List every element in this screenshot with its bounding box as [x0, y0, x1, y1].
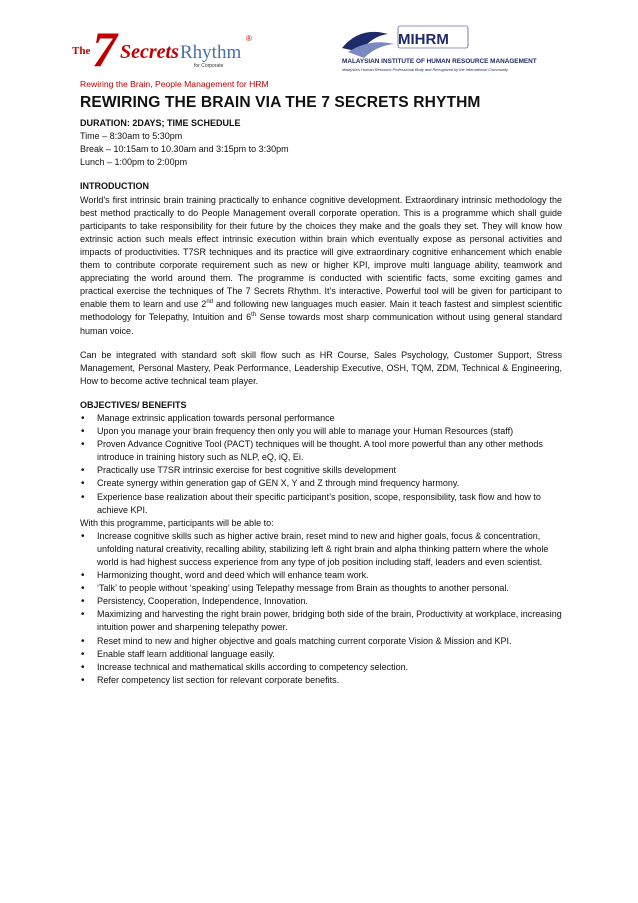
- list-item: • Persistency, Cooperation, Independence, Innovation.: [80, 595, 562, 608]
- logo-registered-mark: ®: [246, 34, 252, 43]
- mihrm-org-name: MALAYSIAN INSTITUTE OF HUMAN RESOURCE MANAGEMENT: [342, 58, 537, 65]
- list-item: • Experience base realization about their specific participant’s position, scope, responsibility, task flow and how to achieve KPI.: [80, 491, 562, 517]
- schedule-heading: DURATION: 2DAYS; TIME SCHEDULE: [80, 118, 241, 129]
- intro-p1-sup-nd: nd: [206, 299, 213, 306]
- schedule-lunch: Lunch – 1:00pm to 2:00pm: [80, 157, 188, 168]
- intro-paragraph-2: Can be integrated with standard soft skill flow such as HR Course, Sales Psychology, Customer Support, Stress Management, Personal Mastery, Peak Performance, Leadership Executive, OSH, TQM, ZDM, Technical & Engineering, How to become active technical team player.: [80, 349, 562, 386]
- mihrm-org-tagline: Malaysia's Human Resource Professional Body and Recognized by the International Community: [342, 67, 508, 72]
- objectives-heading: OBJECTIVES/ BENEFITS: [80, 399, 187, 410]
- logo-the-text: The: [72, 45, 91, 57]
- participants-benefits-list: [80, 530, 562, 687]
- list-item: • Increase technical and mathematical skills according to competency selection.: [80, 661, 562, 674]
- mihrm-acronym: MIHRM: [398, 31, 449, 48]
- mihrm-logo: [340, 18, 580, 76]
- intro-paragraph-1: [80, 194, 562, 338]
- logo-secrets-text: Secrets: [120, 41, 179, 63]
- list-item: • Upon you manage your brain frequency then only you will able to manage your Human Resources (staff): [80, 425, 562, 438]
- list-item: • Harmonizing thought, word and deed which will enhance team work.: [80, 569, 562, 582]
- intro-p1-part-a: World’s first intrinsic brain training practically to enhance cognitive development. Extraordinary intrinsic methodology the best method practically to do People Management overall corporate operation. This is a programme which shall guide participants to take responsibility for their future by the choices they make and the goals they set. They will know how extrinsic action such meals effect intrinsic execution within brain which eventually expose as personal activities and impacts of productivities. T7SR techniques and its practice will give extraordinary cognitive enhancement which enable them to contribute corporate requirement such as new or higher KPI, improve multi language ability, teamwork and appreciating the world around them. The programme is conducted with scientific facts, some exciting games and practical exercise the techniques of The 7 Secrets Rhythm. It’s interactive. Powerful tool will be given for participant to enable them to learn and use 2: [80, 194, 562, 310]
- document-body: [80, 78, 562, 687]
- document-subtitle: Rewiring the Brain, People Management for HRM: [80, 79, 269, 89]
- logo-tagline: for Corporate: [194, 63, 224, 69]
- list-item: • Create synergy within generation gap of GEN X, Y and Z through mind frequency harmony.: [80, 477, 562, 490]
- objectives-list: [80, 412, 562, 517]
- list-item: • ‘Talk’ to people without ‘speaking’ using Telepathy message from Brain as thoughts to another personal.: [80, 582, 562, 595]
- list-item: • Refer competency list section for relevant corporate benefits.: [80, 674, 562, 687]
- intro-p1-sup-th: th: [251, 312, 257, 319]
- list-item: • Enable staff learn additional language easily.: [80, 648, 562, 661]
- intro-p1-part-b: and following new languages much easier. Main it teach fastest and simplest scientific methodology for Telepathy, Intuition and 6: [80, 299, 562, 323]
- list-item: • Maximizing and harvesting the right brain power, bridging both side of the brain, Productivity at workplace, increasing intuition power and sharpening telepathy power.: [80, 608, 562, 634]
- document-title: REWIRING THE BRAIN VIA THE 7 SECRETS RHYTHM: [80, 94, 481, 112]
- intro-heading: INTRODUCTION: [80, 181, 149, 192]
- logo-seven-text: 7: [92, 21, 117, 72]
- logo-rhythm-text: Rhythm: [180, 42, 242, 63]
- schedule-break: Break – 10:15am to 10.30am and 3:15pm to 3:30pm: [80, 144, 289, 155]
- list-item: • Proven Advance Cognitive Tool (PACT) techniques will be thought. A tool more powerful than any other methods introduce in training history such as NLP, eQ, iQ, Ei.: [80, 438, 562, 464]
- intro-p1-part-c: Sense towards most sharp communication without using general standard human voice.: [80, 312, 562, 336]
- list-item: • Manage extrinsic application towards personal performance: [80, 412, 562, 425]
- list-item: • Reset mind to new and higher objective and goals matching current corporate Vision & Mission and KPI.: [80, 635, 562, 648]
- schedule-time: Time – 8:30am to 5:30pm: [80, 131, 183, 142]
- seven-secrets-rhythm-logo: [60, 14, 265, 72]
- list-item: • Increase cognitive skills such as higher active brain, reset mind to new and higher goals, focus & concentration, unfolding natural creativity, recalling ability, stabilizing left & right brain and alpha thinking pattern where the whole world is had highest success experience from any type of job position including staff, leaders and even scientist.: [80, 530, 562, 569]
- list-item: • Practically use T7SR intrinsic exercise for best cognitive skills development: [80, 464, 562, 477]
- participants-lead: With this programme, participants will be able to:: [80, 517, 274, 528]
